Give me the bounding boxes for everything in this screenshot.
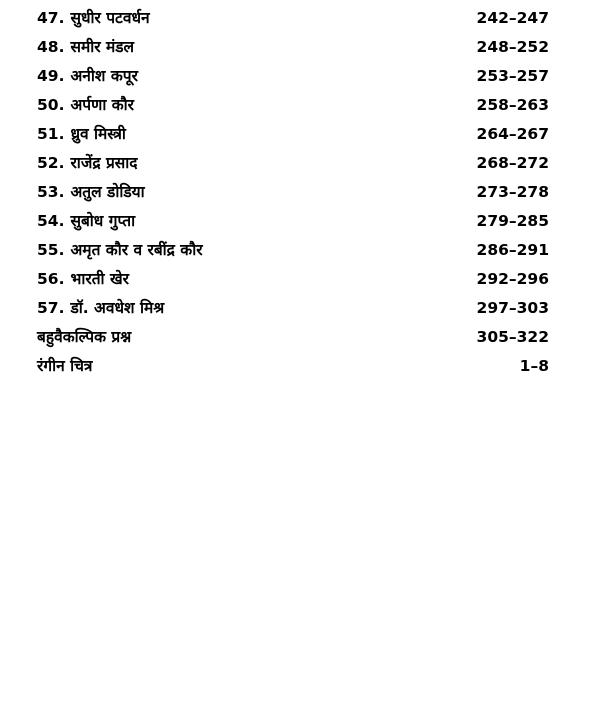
toc-entry-title: राजेंद्र प्रसाद [70,154,138,172]
toc-entry-pages: 253–257 [476,67,549,85]
toc-entry-title: भारती खेर [70,270,129,288]
toc-entry-number: 53. [37,183,65,201]
toc-entry-title-group [37,207,135,236]
toc-entry-title-group [37,178,145,207]
toc-entry-number: 50. [37,96,65,114]
toc-entry-pages: 297–303 [476,299,549,317]
toc-entry-pages: 1–8 [519,357,549,375]
toc-entry-title: डॉ. अवधेश मिश्र [70,299,165,317]
toc-entry-49 [37,62,549,91]
toc-entry-title-group [37,352,93,381]
toc-entry-title-group [37,120,126,149]
toc-entry-title-group [37,4,150,33]
toc-entry-pages: 258–263 [476,96,549,114]
toc-entry-56 [37,265,549,294]
toc-entry-title: अर्पणा कौर [70,96,134,114]
toc-entry-title: बहुवैकल्पिक प्रश्न [37,328,132,346]
toc-entry-57 [37,294,549,323]
toc-entry-48 [37,33,549,62]
toc-entry-53 [37,178,549,207]
toc-entry-51 [37,120,549,149]
toc-entry-pages: 248–252 [476,38,549,56]
toc-entry-title: रंगीन चित्र [37,357,93,375]
toc-entry-pages: 273–278 [476,183,549,201]
toc-entry-number: 56. [37,270,65,288]
toc-entry-title: ध्रुव मिस्त्री [70,125,126,143]
toc-entry-title-group [37,149,138,178]
toc-entry-pages: 279–285 [476,212,549,230]
toc-entry-pages: 286–291 [476,241,549,259]
toc-entry-number: 47. [37,9,65,27]
toc-entry-55 [37,236,549,265]
toc-entry-54 [37,207,549,236]
toc-entry-number: 54. [37,212,65,230]
toc-entry-title: सुबोध गुप्ता [70,212,136,230]
toc-entry-pages: 268–272 [476,154,549,172]
toc-entry-number: 48. [37,38,65,56]
toc-entry-title-group [37,294,164,323]
toc-entry-title: सुधीर पटवर्धन [70,9,150,27]
toc-entry-pages: 292–296 [476,270,549,288]
toc-entry-pages: 305–322 [476,328,549,346]
toc-entry-title: अमृत कौर व रबींद्र कौर [70,241,203,259]
toc-entry-number: 55. [37,241,65,259]
toc-entry-title-group [37,323,131,352]
toc-entry-title-group [37,33,134,62]
toc-entry-number: 52. [37,154,65,172]
toc-entry-title-group [37,91,134,120]
toc-entry-color-plates [37,352,549,381]
table-of-contents [37,4,549,381]
toc-entry-number: 57. [37,299,65,317]
toc-entry-title: अतुल डोडिया [70,183,145,201]
toc-entry-pages: 242–247 [476,9,549,27]
toc-entry-title: अनीश कपूर [70,67,138,85]
toc-entry-title-group [37,62,138,91]
toc-entry-47 [37,4,549,33]
toc-entry-title: समीर मंडल [70,38,135,56]
toc-entry-multiple-choice [37,323,549,352]
toc-entry-title-group [37,265,129,294]
toc-entry-title-group [37,236,203,265]
toc-entry-number: 49. [37,67,65,85]
toc-entry-number: 51. [37,125,65,143]
toc-entry-52 [37,149,549,178]
toc-entry-pages: 264–267 [476,125,549,143]
toc-entry-50 [37,91,549,120]
